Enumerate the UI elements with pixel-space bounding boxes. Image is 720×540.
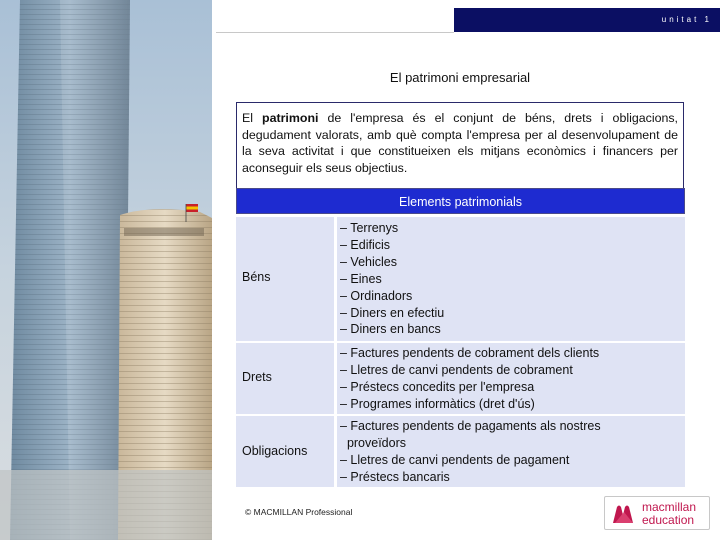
row-label: Obligacions xyxy=(242,444,308,458)
definition-text: de l'empresa és el conjunt de béns, drets i obligacions, degudament valorats, amb què compta l'empresa per al desenvolupament de la seva activitat i que constitueixen els mitjans econòmics i financers per aconseguir els seus objectius. xyxy=(242,111,678,175)
list-item: – Préstecs concedits per l'empresa xyxy=(340,379,535,394)
list-item: proveïdors xyxy=(340,435,407,450)
definition-term: patrimoni xyxy=(262,111,319,125)
list-item: – Ordinadors xyxy=(340,288,413,303)
list-item: – Edificis xyxy=(340,237,391,252)
list-item: – Vehicles xyxy=(340,254,397,269)
row-label: Drets xyxy=(242,370,272,384)
list-item: – Programes informàtics (dret d'ús) xyxy=(340,396,535,411)
logo-line-2: education xyxy=(642,513,695,527)
macmillan-logo xyxy=(604,496,710,530)
table-row-drets xyxy=(236,343,685,414)
table-row-obligacions xyxy=(236,416,685,487)
top-bar-unit-segment xyxy=(454,8,720,32)
table-row-bens xyxy=(236,217,685,341)
row-items xyxy=(340,220,444,338)
row-divider xyxy=(334,343,337,414)
row-divider xyxy=(334,416,337,487)
skyscraper-photo xyxy=(0,0,212,540)
list-item: – Préstecs bancaris xyxy=(340,469,450,484)
list-item: – Lletres de canvi pendents de pagament xyxy=(340,452,570,467)
row-items xyxy=(340,345,599,413)
macmillan-flame-icon xyxy=(611,503,637,525)
row-items xyxy=(340,418,601,486)
definition-lead: El xyxy=(242,111,263,125)
row-label: Béns xyxy=(242,270,271,284)
row-divider xyxy=(334,217,337,341)
list-item: – Diners en efectiu xyxy=(340,305,445,320)
top-bar-blank-segment xyxy=(216,8,454,33)
top-bar xyxy=(212,8,720,32)
definition-box xyxy=(236,102,684,189)
list-item: – Factures pendents de cobrament dels clients xyxy=(340,346,600,360)
page-title: El patrimoni empresarial xyxy=(389,70,531,85)
table-header: Elements patrimonials xyxy=(236,188,685,214)
logo-line-1: macmillan xyxy=(642,500,697,514)
list-item: – Diners en bancs xyxy=(340,322,441,337)
list-item: – Lletres de canvi pendents de cobrament xyxy=(340,362,573,377)
copyright-notice: © MACMILLAN Professional xyxy=(245,507,353,517)
list-item: – Eines xyxy=(340,271,382,286)
skyscraper-illustration xyxy=(0,0,212,540)
list-item: – Factures pendents de pagaments als nostres xyxy=(340,419,601,433)
list-item: – Terrenys xyxy=(340,221,399,235)
unit-label: unitat 1 xyxy=(661,15,712,24)
